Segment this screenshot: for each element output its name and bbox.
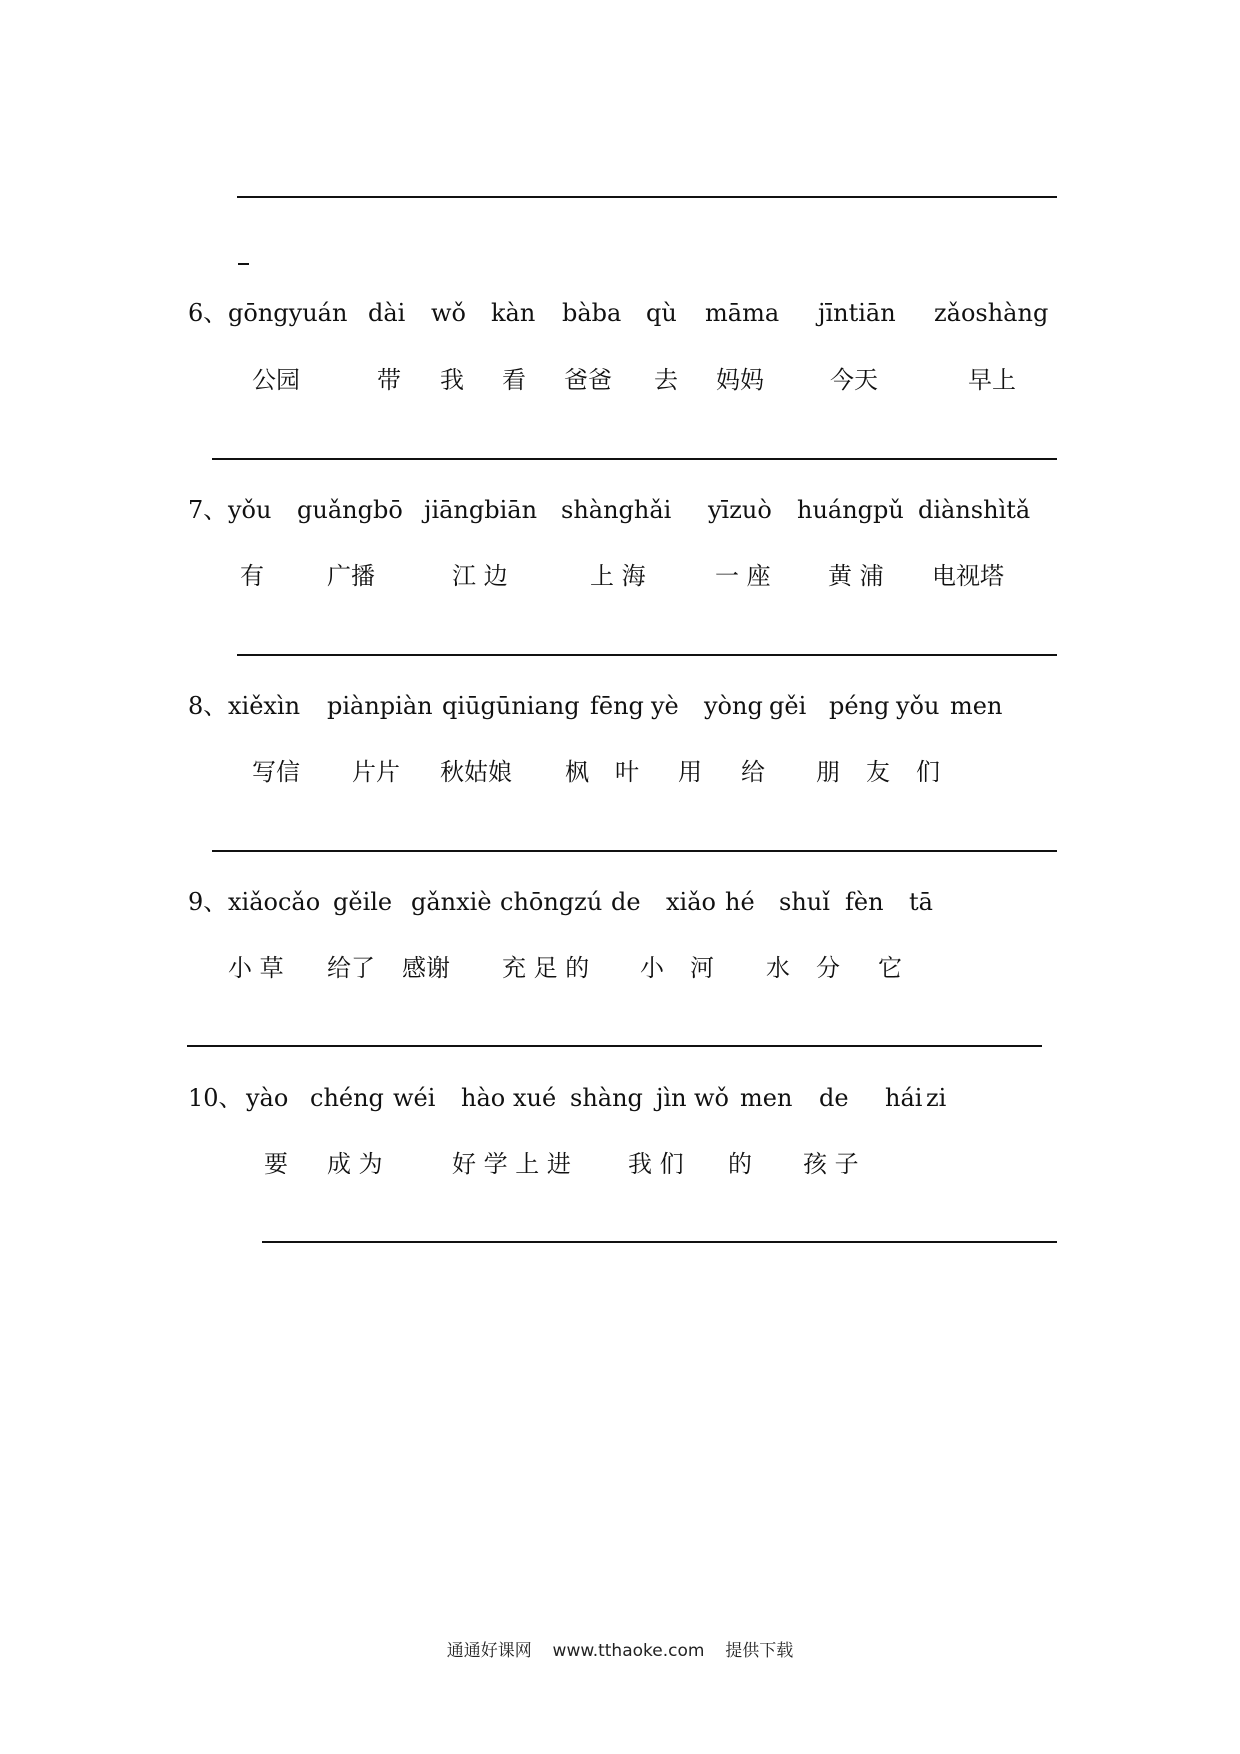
pinyin-word: xiǎo (666, 888, 716, 916)
pinyin-word: bàba (562, 299, 622, 327)
hanzi-word: 片片 (352, 758, 400, 786)
hanzi-word: 一 座 (715, 562, 771, 590)
hanzi-word: 妈妈 (716, 366, 764, 394)
footer-site-name: 通通好课网 (446, 1641, 532, 1661)
hanzi-word: 去 (654, 366, 678, 394)
pinyin-word: huángpǔ (797, 496, 904, 524)
pinyin-word: hào (461, 1084, 506, 1112)
answer-line (212, 458, 1057, 460)
question-number: 6、 (188, 299, 228, 327)
pinyin-word: gōngyuán (228, 299, 348, 327)
hanzi-word: 广播 (327, 562, 375, 590)
pinyin-word: jīntiān (818, 299, 896, 327)
hanzi-word: 分 (816, 954, 840, 982)
pinyin-word: hé (725, 888, 755, 916)
footer-url: www.tthaoke.com (552, 1641, 705, 1661)
answer-line-stub (238, 263, 249, 265)
hanzi-word: 孩 子 (803, 1150, 859, 1178)
hanzi-word: 小 (640, 954, 664, 982)
pinyin-word: hái (885, 1084, 923, 1112)
hanzi-word: 给了 (327, 954, 375, 982)
pinyin-word: qù (646, 299, 677, 327)
hanzi-word: 看 (502, 366, 526, 394)
hanzi-word: 朋 (816, 758, 840, 786)
hanzi-word: 它 (878, 954, 902, 982)
hanzi-word: 爸爸 (564, 366, 612, 394)
hanzi-word: 早上 (968, 366, 1016, 394)
page-footer (0, 1636, 1240, 1661)
pinyin-word: kàn (491, 299, 536, 327)
answer-line (262, 1241, 1057, 1243)
hanzi-word: 充 足 的 (502, 954, 590, 982)
hanzi-word: 们 (916, 758, 940, 786)
hanzi-word: 好 学 上 进 (452, 1150, 571, 1178)
hanzi-word: 写信 (252, 758, 300, 786)
pinyin-word: yīzuò (708, 496, 772, 524)
answer-line (212, 850, 1057, 852)
pinyin-word: gěile (333, 888, 393, 916)
pinyin-word: jìn (656, 1084, 687, 1112)
hanzi-word: 叶 (615, 758, 639, 786)
hanzi-word: 水 (766, 954, 790, 982)
pinyin-word: yǒu (896, 692, 940, 720)
question-number: 9、 (188, 888, 228, 916)
hanzi-word: 今天 (830, 366, 878, 394)
pinyin-word: men (950, 692, 1003, 720)
pinyin-word: de (819, 1084, 849, 1112)
question-number: 10、 (188, 1084, 243, 1112)
pinyin-word: tā (909, 888, 933, 916)
pinyin-word: shànghǎi (561, 496, 672, 524)
hanzi-word: 江 边 (452, 562, 508, 590)
question-number: 8、 (188, 692, 228, 720)
hanzi-word: 给 (741, 758, 765, 786)
hanzi-word: 枫 (565, 758, 589, 786)
hanzi-word: 感谢 (402, 954, 450, 982)
pinyin-word: wǒ (694, 1084, 729, 1112)
pinyin-word: guǎngbō (297, 496, 403, 524)
pinyin-word: diànshìtǎ (918, 496, 1031, 524)
hanzi-word: 小 草 (228, 954, 284, 982)
pinyin-word: qiūgūniang (442, 692, 580, 720)
hanzi-word: 我 (440, 366, 464, 394)
hanzi-word: 要 (264, 1150, 288, 1178)
hanzi-word: 河 (690, 954, 714, 982)
pinyin-word: zi (926, 1084, 947, 1112)
hanzi-word: 公园 (252, 366, 300, 394)
pinyin-word: fèn (845, 888, 884, 916)
hanzi-word: 电视塔 (932, 562, 1004, 590)
pinyin-word: jiāngbiān (424, 496, 538, 524)
pinyin-word: yào (246, 1084, 289, 1112)
pinyin-word: māma (705, 299, 780, 327)
answer-line (187, 1045, 1042, 1047)
pinyin-word: chōngzú (500, 888, 603, 916)
answer-line (237, 196, 1057, 198)
pinyin-word: yǒu (228, 496, 272, 524)
hanzi-word: 带 (377, 366, 401, 394)
pinyin-word: gǎnxiè (411, 888, 492, 916)
pinyin-word: zǎoshàng (934, 299, 1049, 327)
pinyin-word: xiěxìn (228, 692, 301, 720)
pinyin-word: yè (651, 692, 679, 720)
pinyin-word: dài (368, 299, 406, 327)
answer-line (237, 654, 1057, 656)
pinyin-word: piànpiàn (327, 692, 433, 720)
hanzi-word: 友 (866, 758, 890, 786)
pinyin-word: yòng (704, 692, 763, 720)
hanzi-word: 用 (678, 758, 702, 786)
hanzi-word: 成 为 (327, 1150, 383, 1178)
pinyin-word: de (611, 888, 641, 916)
hanzi-word: 黄 浦 (828, 562, 884, 590)
hanzi-word: 我 们 (628, 1150, 684, 1178)
pinyin-word: wéi (393, 1084, 436, 1112)
pinyin-word: shàng (570, 1084, 643, 1112)
pinyin-word: wǒ (431, 299, 466, 327)
pinyin-word: xué (513, 1084, 557, 1112)
pinyin-word: péng (829, 692, 890, 720)
pinyin-word: men (740, 1084, 793, 1112)
footer-note: 提供下载 (725, 1641, 794, 1661)
hanzi-word: 的 (728, 1150, 752, 1178)
pinyin-word: xiǎocǎo (228, 888, 321, 916)
hanzi-word: 秋姑娘 (440, 758, 512, 786)
pinyin-word: shuǐ (779, 888, 830, 916)
hanzi-word: 上 海 (590, 562, 646, 590)
pinyin-word: fēng (590, 692, 644, 720)
pinyin-word: chéng (310, 1084, 384, 1112)
question-number: 7、 (188, 496, 228, 524)
pinyin-word: gěi (769, 692, 807, 720)
hanzi-word: 有 (240, 562, 264, 590)
